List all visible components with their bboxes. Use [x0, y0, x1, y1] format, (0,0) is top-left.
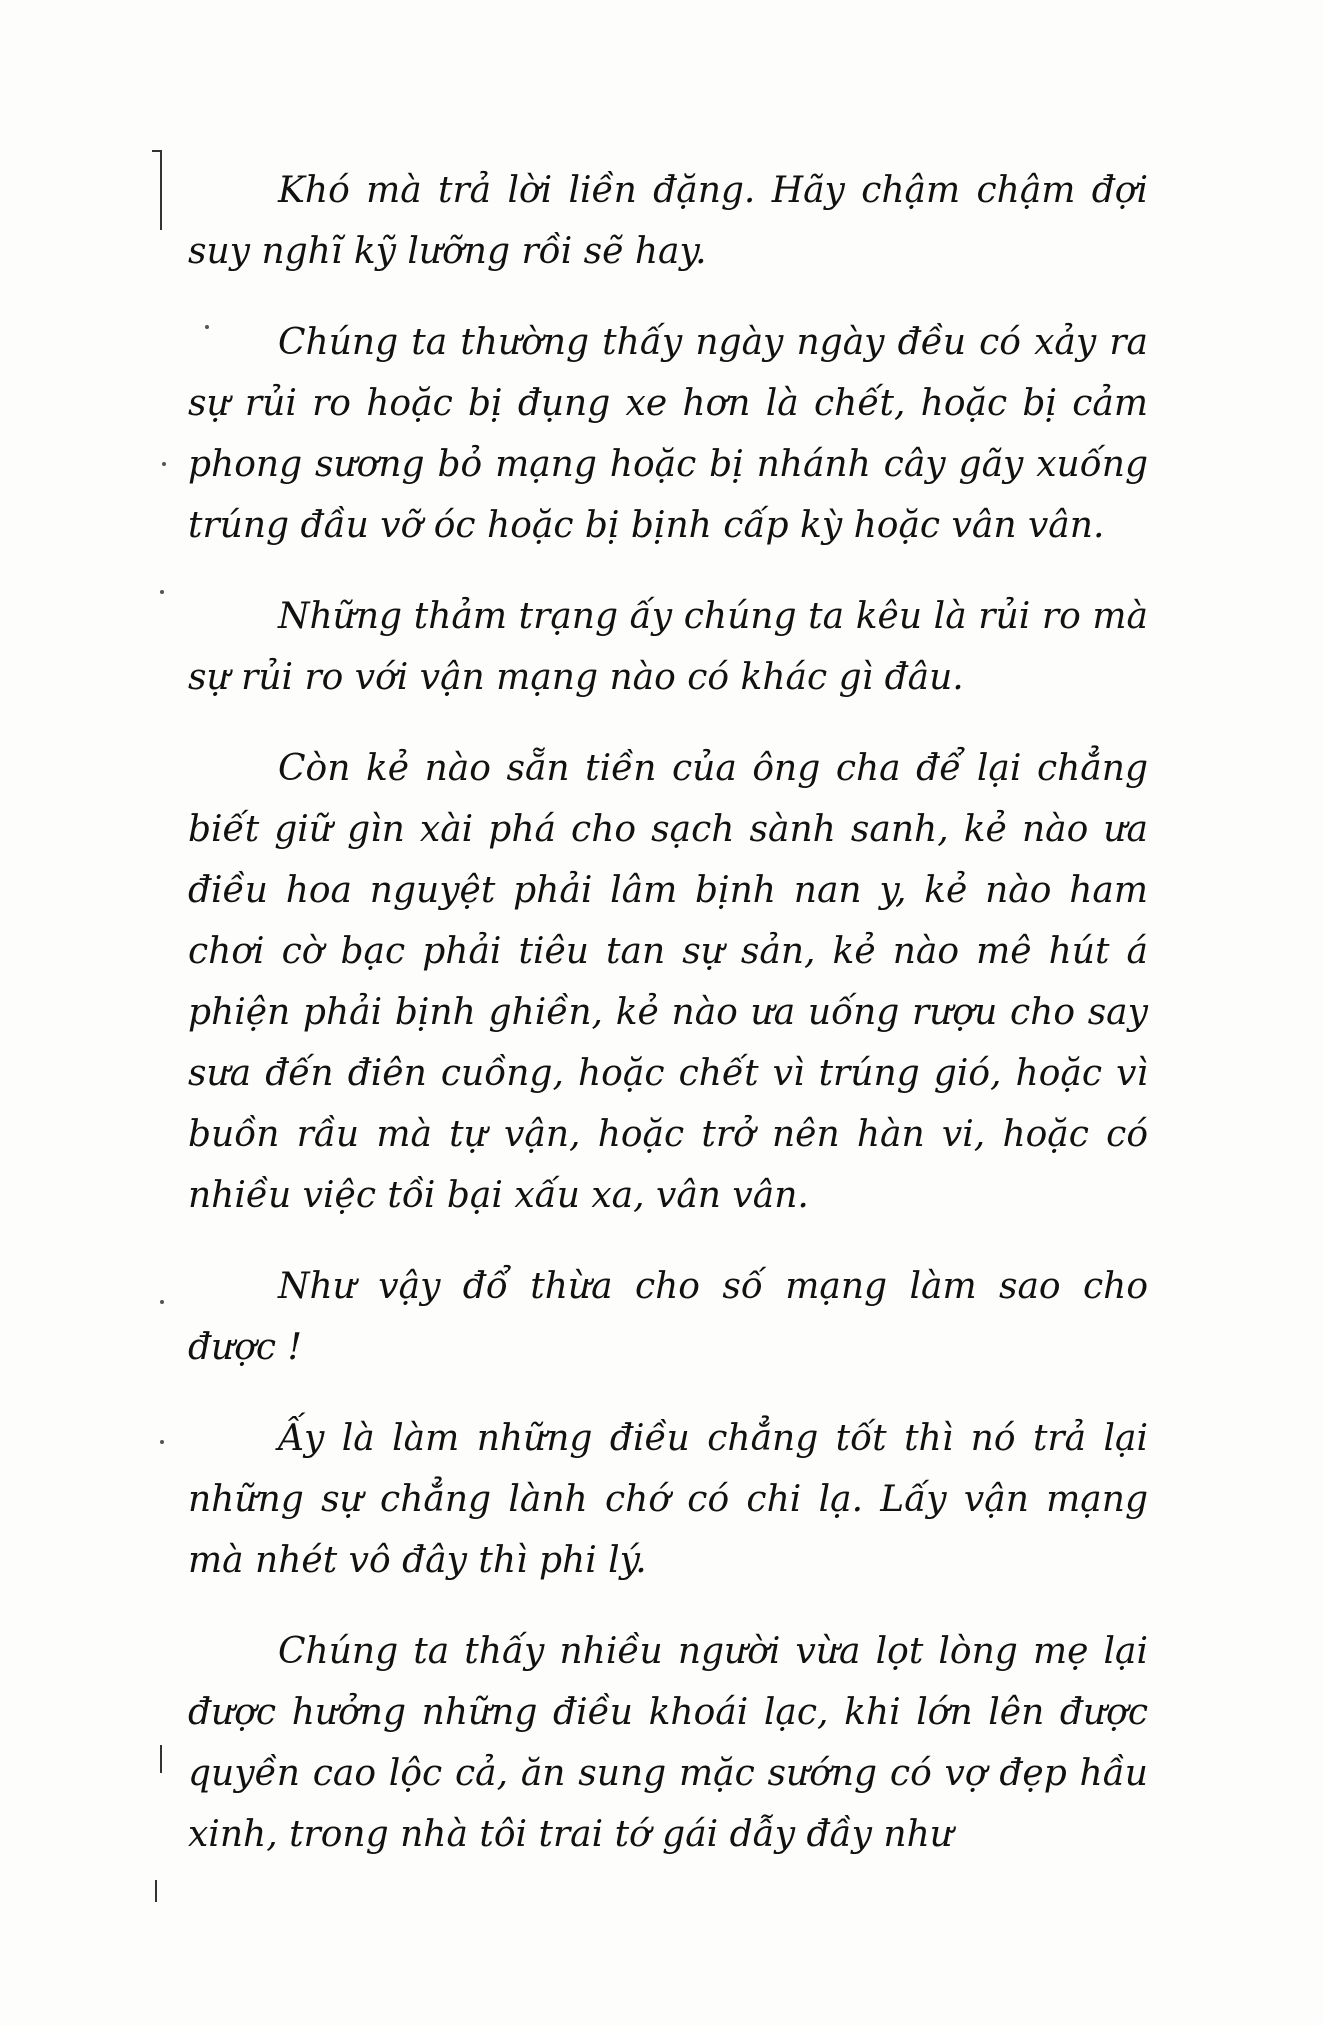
paragraph: Khó mà trả lời liền đặng. Hãy chậm chậm đợi suy nghĩ kỹ lưỡng rồi sẽ hay.: [188, 170, 1148, 272]
paragraph: Như vậy đổ thừa cho số mạng làm sao cho được !: [188, 1266, 1148, 1368]
page-text: [188, 160, 1148, 1895]
scan-speck: [160, 590, 164, 594]
paragraph: Chúng ta thấy nhiều người vừa lọt lòng mẹ lại được hưởng những điều khoái lạc, khi lớn lên được quyền cao lộc cả, ăn sung mặc sướng có vợ đẹp hầu xinh, trong nhà tôi trai tớ gái dẫy đầy như: [188, 1631, 1148, 1855]
scan-speck: [160, 1300, 164, 1304]
paragraph: Ấy là làm những điều chẳng tốt thì nó trả lại những sự chẳng lành chớ có chi lạ. Lấy vận mạng mà nhét vô đây thì phi lý.: [188, 1418, 1148, 1581]
scan-mark: [152, 150, 162, 152]
scan-speck: [162, 462, 166, 466]
scan-mark: [160, 150, 162, 230]
paragraph: Còn kẻ nào sẵn tiền của ông cha để lại chẳng biết giữ gìn xài phá cho sạch sành sanh, kẻ nào ưa điều hoa nguyệt phải lâm bịnh nan y, kẻ nào ham chơi cờ bạc phải tiêu tan sự sản, kẻ nào mê hút á phiện phải bịnh ghiền, kẻ nào ưa uống rượu cho say sưa đến điên cuồng, hoặc chết vì trúng gió, hoặc vì buồn rầu mà tự vận, hoặc trở nên hàn vi, hoặc có nhiều việc tồi bại xấu xa, vân vân.: [188, 748, 1148, 1216]
paragraph: Chúng ta thường thấy ngày ngày đều có xảy ra sự rủi ro hoặc bị đụng xe hơn là chết, hoặc bị cảm phong sương bỏ mạng hoặc bị nhánh cây gãy xuống trúng đầu vỡ óc hoặc bị bịnh cấp kỳ hoặc vân vân.: [188, 322, 1148, 546]
scan-speck: [160, 1440, 164, 1444]
paragraph: Những thảm trạng ấy chúng ta kêu là rủi ro mà sự rủi ro với vận mạng nào có khác gì đâu.: [188, 596, 1148, 698]
scan-mark: [160, 1745, 162, 1773]
scan-mark: [155, 1880, 157, 1902]
